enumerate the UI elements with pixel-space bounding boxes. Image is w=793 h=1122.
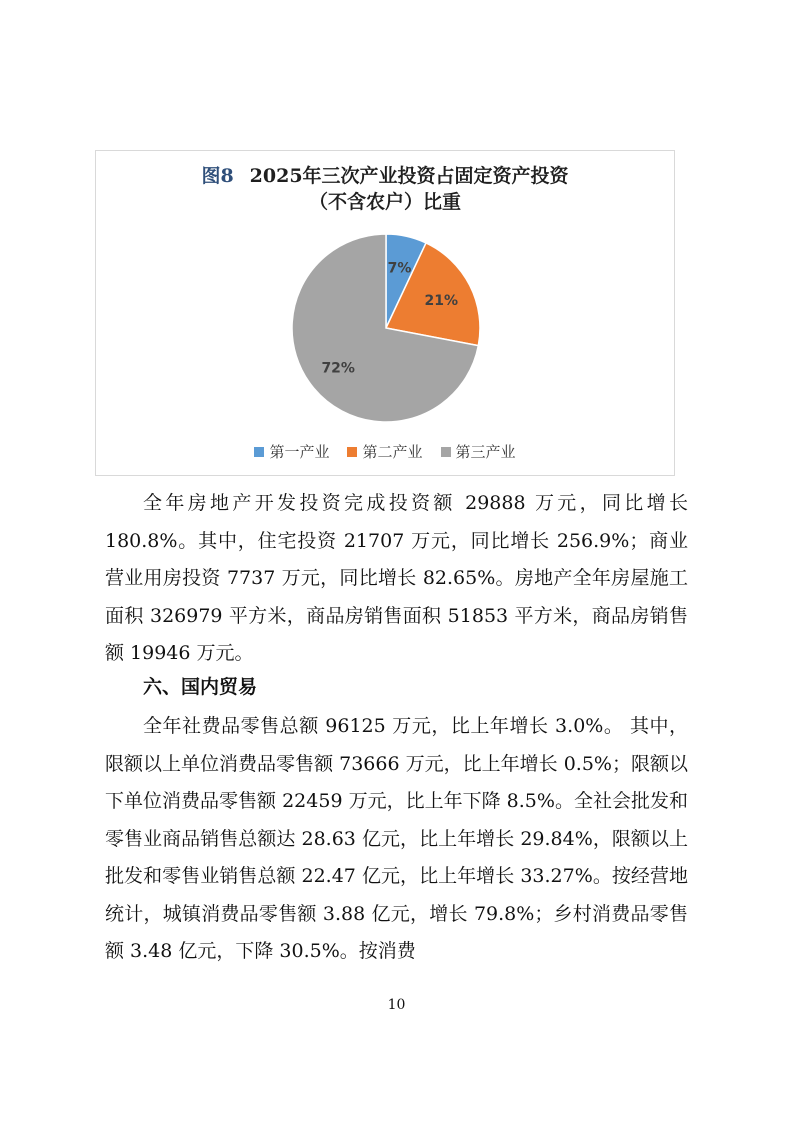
pie-data-label-3: 72% [321,360,355,377]
chart-title-line1: 2025年三次产业投资占固定资产投资 [249,165,569,187]
legend-swatch [254,447,264,457]
legend-label: 第一产业 [269,443,330,461]
pie-data-label-2: 21% [424,292,459,309]
pie-chart-figure [95,150,675,476]
legend-item-2 [347,441,422,462]
legend-item-3 [441,441,516,462]
legend-item-1 [254,441,329,462]
pie-data-label-1: 7% [387,260,412,277]
paragraph-domestic-trade [105,708,688,971]
page-number: 10 [387,997,406,1013]
section-heading: 六、国内贸易 [143,676,258,698]
legend-label: 第二产业 [362,443,423,461]
paragraph-text: 全年社费品零售总额 96125 万元，比上年增长 3.0%。 其中，限额以上单位消费品零售额 73666 万元，比上年增长 0.5%；限额以下单位消费品零售额 22459 万元，比上年下降 8.5%。全社会批发和零售业商品销售总额达 28.63 亿元，比上年增长 29.84%，限额以上批发和零售业销售总额 22.47 亿元，比上年增长 33.27%。按经营地统计，城镇消费品零售额 3.88 亿元，增长 79.8%；乡村消费品零售额 3.48 亿元，下降 30.5%。按消费 [105,715,688,962]
figure-label: 图8 [201,165,234,187]
legend-swatch [441,447,451,457]
paragraph-real-estate [105,485,688,673]
legend-swatch [347,447,357,457]
legend-label: 第三产业 [455,443,516,461]
chart-legend [96,441,674,462]
pie-chart [96,151,676,441]
paragraph-text: 全年房地产开发投资完成投资额 29888 万元，同比增长 180.8%。其中，住宅投资 21707 万元，同比增长 256.9%；商业营业用房投资 7737 万元，同比增长 82.65%。房地产全年房屋施工面积 326979 平方米，商品房销售面积 51853 平方米，商品房销售额 19946 万元。 [105,492,688,664]
chart-title-line2: （不含农户）比重 [308,191,461,213]
